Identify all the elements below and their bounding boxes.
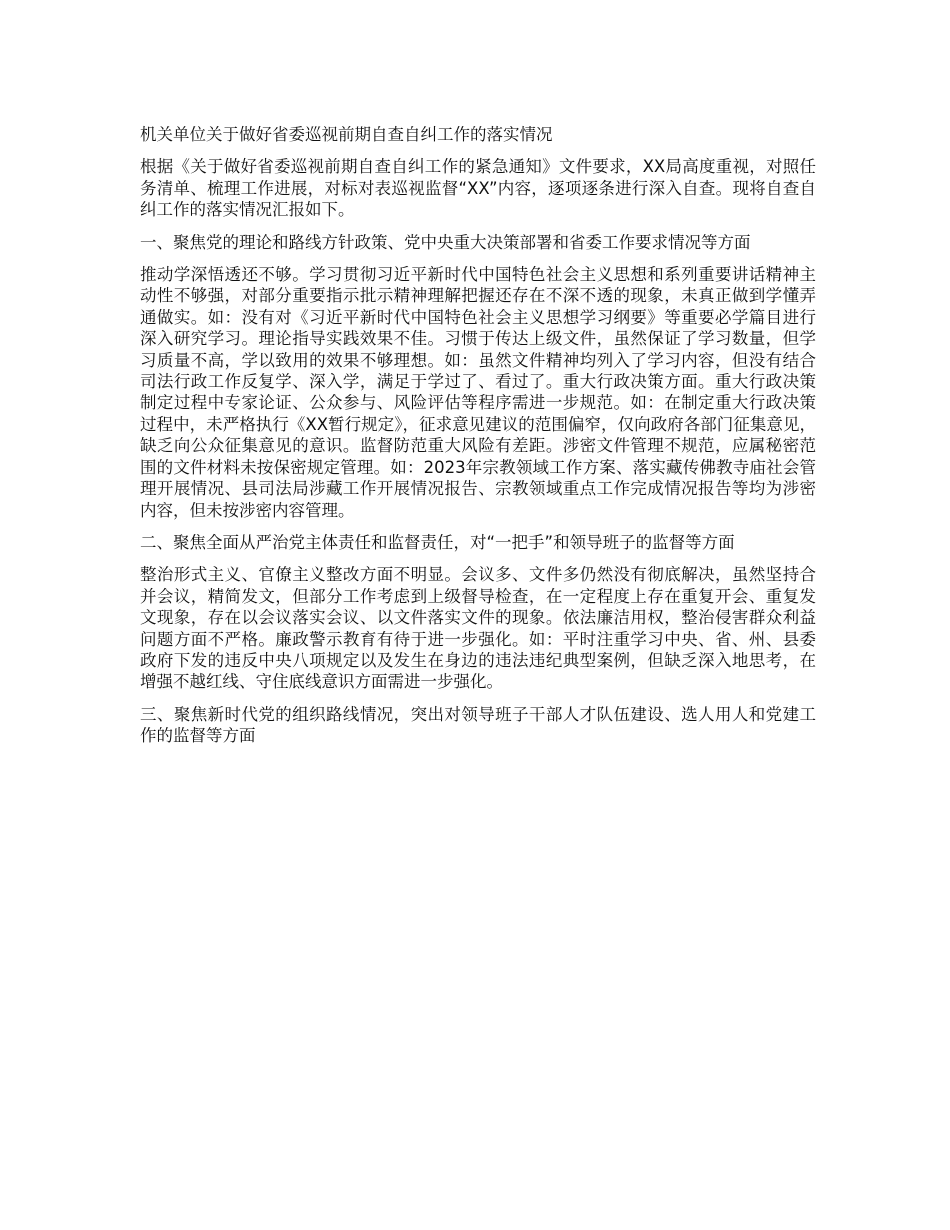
section-2-body: 整治形式主义、官僚主义整改方面不明显。会议多、文件多仍然没有彻底解决，虽然坚持合并会议，精简发文，但部分工作考虑到上级督导检查，在一定程度上存在重复开会、重复发文现象，存在以会议落实会议、以文件落实文件的现象。依法廉洁用权，整治侵害群众利益问题方面不严格。廉政警示教育有待于进一步强化。如：平时注重学习中央、省、州、县委政府下发的违反中央八项规定以及发生在身边的违法违纪典型案例，但缺乏深入地思考，在增强不越红线、守住底线意识方面需进一步强化。	[140, 565, 816, 692]
section-2-heading: 二、聚焦全面从严治党主体责任和监督责任，对“一把手”和领导班子的监督等方面	[140, 532, 735, 552]
section-1-body: 推动学深悟透还不够。学习贯彻习近平新时代中国特色社会主义思想和系列重要讲话精神主动性不够强，对部分重要指示批示精神理解把握还存在不深不透的现象，未真正做到学懂弄通做实。如：没有对《习近平新时代中国特色社会主义思想学习纲要》等重要必学篇目进行深入研究学习。理论指导实践效果不佳。习惯于传达上级文件，虽然保证了学习数量，但学习质量不高，学以致用的效果不够理想。如：虽然文件精神均列入了学习内容，但没有结合司法行政工作反复学、深入学，满足于学过了、看过了。重大行政决策方面。重大行政决策制定过程中专家论证、公众参与、风险评估等程序需进一步规范。如：在制定重大行政决策过程中，未严格执行《XX暂行规定》，征求意见建议的范围偏窄，仅向政府各部门征集意见，缺乏向公众征集意见的意识。监督防范重大风险有差距。涉密文件管理不规范，应属秘密范围的文件材料未按保密规定管理。如：2023年宗教领域工作方案、落实藏传佛教寺庙社会管理开展情况、县司法局涉藏工作开展情况报告、宗教领域重点工作完成情况报告等均为涉密内容，但未按涉密内容管理。	[140, 265, 816, 520]
intro-paragraph: 根据《关于做好省委巡视前期自查自纠工作的紧急通知》文件要求，XX局高度重视，对照任务清单、梳理工作进展，对标对表巡视监督“XX”内容，逐项逐条进行深入自查。现将自查自纠工作的落实情况汇报如下。	[140, 157, 816, 220]
document-page	[140, 124, 816, 758]
section-1-heading: 一、聚焦党的理论和路线方针政策、党中央重大决策部署和省委工作要求情况等方面	[140, 232, 751, 252]
document-title: 机关单位关于做好省委巡视前期自查自纠工作的落实情况	[140, 125, 553, 144]
section-3-heading: 三、聚焦新时代党的组织路线情况，突出对领导班子干部人才队伍建设、选人用人和党建工作的监督等方面	[140, 704, 816, 746]
